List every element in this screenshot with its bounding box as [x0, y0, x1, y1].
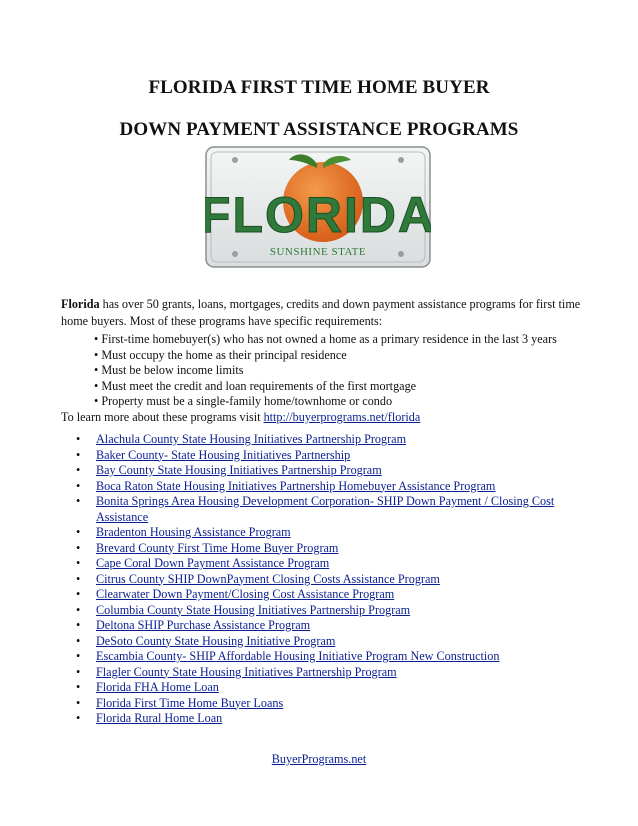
- program-link[interactable]: Columbia County State Housing Initiatives Partnership Program: [96, 602, 411, 617]
- program-link[interactable]: Florida First Time Home Buyer Loans: [96, 695, 284, 710]
- page-title: FLORIDA FIRST TIME HOME BUYER: [148, 77, 490, 98]
- program-list-item: • Deltona SHIP Purchase Assistance Program: [76, 618, 311, 632]
- program-list-item: • Florida Rural Home Loan: [76, 711, 223, 725]
- intro-text: has over 50 grants, loans, mortgages, credits and down payment assistance programs for first time home buyers. Most of these programs have specific requirements:: [61, 297, 581, 328]
- requirement-item: • First-time homebuyer(s) who has not owned a home as a primary residence in the last 3 years: [94, 332, 614, 348]
- program-link[interactable]: Escambia County- SHIP Affordable Housing Initiative Program New Construction: [96, 649, 500, 663]
- program-link[interactable]: Cape Coral Down Payment Assistance Program: [96, 556, 330, 570]
- program-list-item: • Florida FHA Home Loan: [76, 680, 219, 694]
- program-list-item: • Clearwater Down Payment/Closing Cost Assistance Program: [76, 587, 395, 601]
- requirement-item: • Property must be a single-family home/townhome or condo: [94, 394, 614, 410]
- buyerprograms-florida-link[interactable]: http://buyerprograms.net/florida: [263, 410, 421, 424]
- program-list-item: • Flagler County State Housing Initiatives Partnership Program: [76, 664, 397, 679]
- program-list-item: • Cape Coral Down Payment Assistance Program: [76, 556, 330, 570]
- requirement-item: • Must occupy the home as their principal residence: [94, 348, 614, 364]
- learn-more-line: [61, 409, 601, 425]
- svg-text:FLORIDA: FLORIDA: [205, 187, 431, 243]
- intro-paragraph: [61, 296, 581, 329]
- program-link[interactable]: Florida Rural Home Loan: [96, 711, 223, 725]
- requirements-list: [94, 332, 614, 410]
- program-list-item: • Bonita Springs Area Housing Development Corporation- SHIP Down Payment / Closing Cost Assistance: [76, 494, 555, 524]
- program-list-item: • Brevard County First Time Home Buyer Program: [76, 540, 339, 555]
- program-list-item: • Columbia County State Housing Initiatives Partnership Program: [76, 602, 411, 617]
- program-list-item: • Baker County- State Housing Initiatives Partnership: [76, 447, 351, 462]
- svg-text:SUNSHINE STATE: SUNSHINE STATE: [269, 246, 367, 258]
- program-list-item: • DeSoto County State Housing Initiative Program: [76, 633, 336, 648]
- program-list-item: • Escambia County- SHIP Affordable Housing Initiative Program New Construction: [76, 649, 500, 663]
- program-link[interactable]: Brevard County First Time Home Buyer Program: [96, 540, 339, 555]
- program-link[interactable]: Bradenton Housing Assistance Program: [96, 525, 291, 539]
- program-link[interactable]: Bay County State Housing Initiatives Partnership Program: [96, 463, 382, 477]
- program-link[interactable]: Bonita Springs Area Housing Development Corporation- SHIP Down Payment / Closing Cost Assistance: [96, 494, 555, 524]
- program-list-item: • Bradenton Housing Assistance Program: [76, 525, 291, 539]
- program-list-item: • Boca Raton State Housing Initiatives Partnership Homebuyer Assistance Program: [76, 478, 496, 493]
- programs-list: [74, 432, 584, 727]
- footer-buyerprograms-link[interactable]: BuyerPrograms.net: [271, 752, 367, 766]
- program-link[interactable]: DeSoto County State Housing Initiative Program: [96, 633, 336, 648]
- intro-bold-word: Florida: [61, 297, 100, 311]
- program-link[interactable]: Flagler County State Housing Initiatives Partnership Program: [96, 664, 397, 679]
- page-subtitle: DOWN PAYMENT ASSISTANCE PROGRAMS: [119, 119, 519, 140]
- learn-more-text: To learn more about these programs visit: [61, 410, 264, 424]
- program-link[interactable]: Florida FHA Home Loan: [96, 680, 219, 694]
- program-link[interactable]: Alachula County State Housing Initiatives Partnership Program: [96, 432, 407, 446]
- program-link[interactable]: Citrus County SHIP DownPayment Closing Costs Assistance Program: [96, 571, 440, 586]
- program-list-item: • Bay County State Housing Initiatives Partnership Program: [76, 463, 382, 477]
- program-link[interactable]: Baker County- State Housing Initiatives Partnership: [96, 447, 351, 462]
- program-list-item: • Alachula County State Housing Initiatives Partnership Program: [76, 432, 407, 446]
- program-list-item: • Citrus County SHIP DownPayment Closing Costs Assistance Program: [76, 571, 440, 586]
- program-link[interactable]: Clearwater Down Payment/Closing Cost Assistance Program: [96, 587, 395, 601]
- page-footer: [0, 752, 638, 767]
- program-link[interactable]: Boca Raton State Housing Initiatives Partnership Homebuyer Assistance Program: [96, 478, 496, 493]
- program-list-item: • Florida First Time Home Buyer Loans: [76, 695, 284, 710]
- requirement-item: • Must be below income limits: [94, 363, 614, 379]
- program-link[interactable]: Deltona SHIP Purchase Assistance Program: [96, 618, 311, 632]
- florida-license-plate-image: [205, 146, 431, 268]
- requirement-item: • Must meet the credit and loan requirements of the first mortgage: [94, 379, 614, 395]
